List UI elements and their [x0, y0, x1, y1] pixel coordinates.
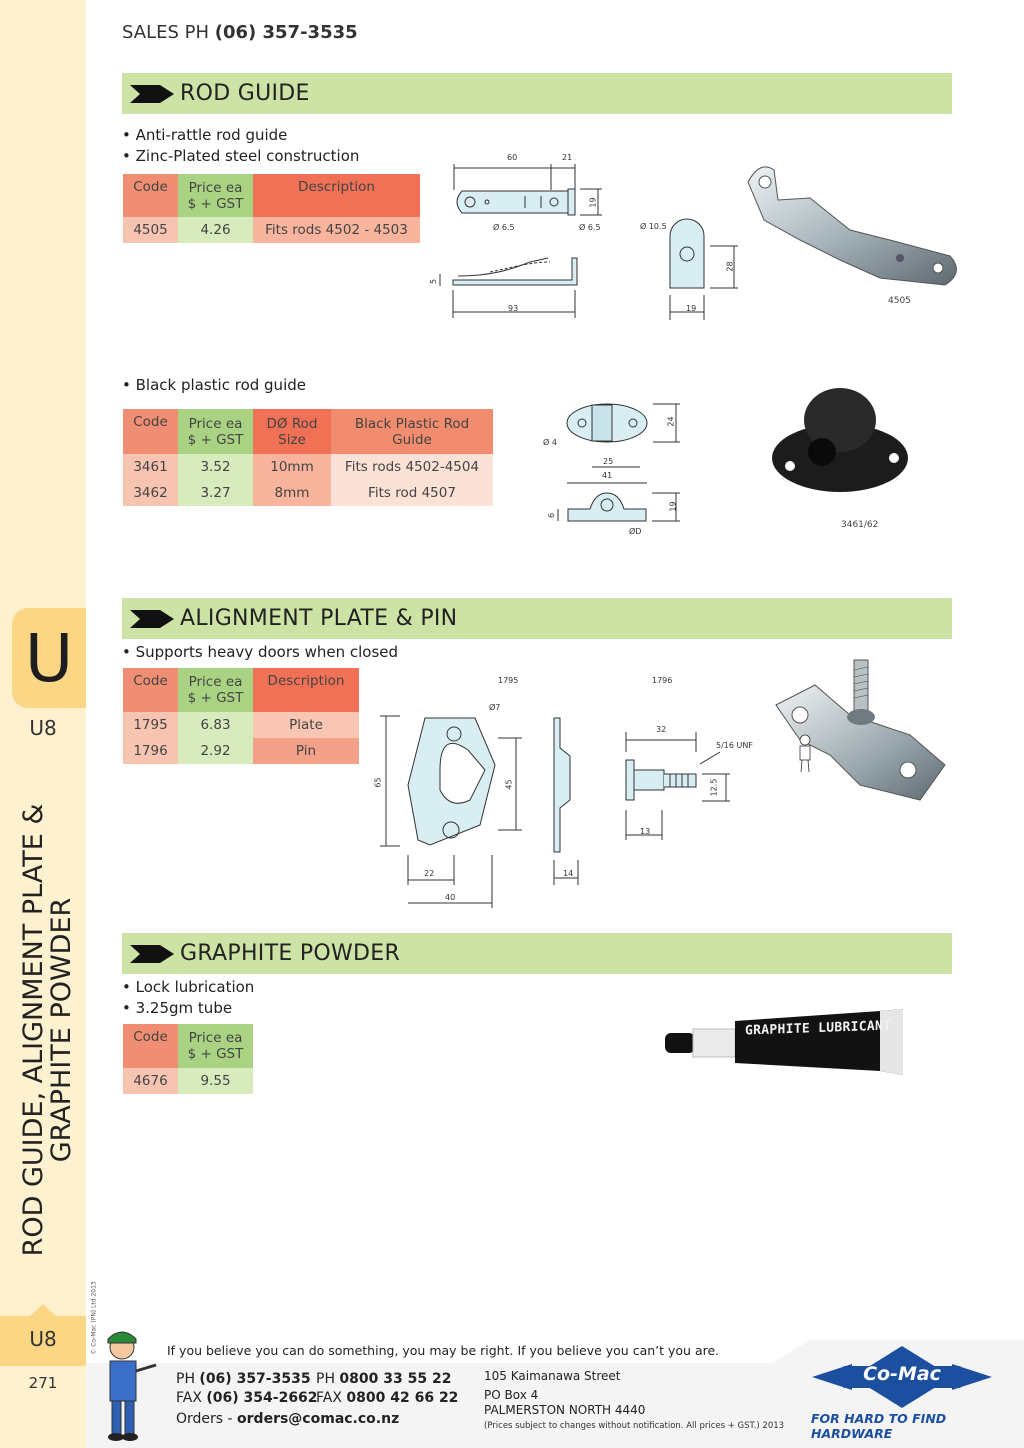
address-line: PALMERSTON NORTH 4440	[484, 1403, 646, 1417]
dim-label: Ø 10.5	[640, 222, 667, 231]
photo-caption: 3461/62	[841, 520, 879, 530]
alignment-photo	[770, 655, 950, 805]
cell-price: 2.92	[178, 738, 253, 764]
section-tab[interactable]	[12, 608, 86, 708]
address-line: PO Box 4	[484, 1388, 539, 1402]
dim-label: 5	[429, 278, 439, 285]
cell-description: Fits rod 4507	[331, 480, 493, 506]
ph-number: (06) 357-3535	[199, 1371, 311, 1387]
dim-label: 22	[424, 869, 435, 878]
tube-label: GRAPHITE LUBRICANT	[745, 1018, 892, 1039]
dim-label: 93	[508, 304, 519, 313]
alignment-header	[122, 598, 952, 639]
bullet-item: • Black plastic rod guide	[122, 375, 306, 396]
alignment-bullets	[122, 642, 398, 663]
header-black-guide: Black Plastic Rod Guide	[331, 409, 493, 454]
vertical-title-line1: ROD GUIDE, ALIGNMENT PLATE &	[18, 803, 49, 1257]
dim-label: 25	[603, 457, 614, 466]
dim-label: Ø7	[489, 703, 501, 712]
cell-size: 8mm	[253, 480, 331, 506]
bullet-item: • Anti-rattle rod guide	[122, 125, 359, 146]
graphite-tube-photo	[665, 1005, 905, 1075]
header-description: Description	[253, 668, 359, 712]
dim-label: 6	[547, 512, 557, 519]
dim-label: 21	[562, 153, 573, 162]
footer-fax	[176, 1390, 318, 1406]
cell-code: 3462	[123, 480, 178, 506]
graphite-header	[122, 933, 952, 974]
header-price: Price ea $ + GST	[178, 409, 253, 454]
arrow-icon	[130, 610, 174, 628]
arrow-icon	[130, 85, 174, 103]
dim-label: 13	[640, 827, 651, 836]
dim-label: 19	[668, 501, 678, 512]
cell-price: 4.26	[178, 217, 253, 243]
cell-description: Plate	[253, 712, 359, 738]
dim-label: Ø 4	[543, 438, 557, 447]
section-code: U8	[29, 716, 57, 740]
dim-label: 24	[666, 416, 676, 427]
orders-email[interactable]: orders@comac.co.nz	[237, 1411, 400, 1427]
fax-label: FAX	[176, 1390, 207, 1406]
section-title: GRAPHITE POWDER	[180, 941, 401, 966]
header-rod-size: DØ Rod Size	[253, 409, 331, 454]
dim-label: 12.5	[709, 778, 719, 797]
arrow-icon	[130, 945, 174, 963]
dim-label: 14	[563, 869, 574, 878]
cell-description: Fits rods 4502 - 4503	[253, 217, 420, 243]
header-code: Code	[123, 409, 178, 454]
section-title: ROD GUIDE	[180, 81, 310, 106]
dim-label: Ø 6.5	[493, 223, 515, 232]
header-price: Price ea $ + GST	[178, 1024, 253, 1068]
sales-label: SALES PH	[122, 22, 215, 43]
address-line: 105 Kaimanawa Street	[484, 1369, 621, 1383]
mascot-icon	[92, 1325, 162, 1445]
sales-phone: (06) 357-3535	[214, 22, 358, 43]
cell-size: 10mm	[253, 454, 331, 480]
ph-label: PH	[176, 1371, 200, 1387]
dim-label: 32	[656, 725, 667, 734]
footer-phone	[176, 1371, 311, 1387]
header-description: Description	[253, 174, 420, 217]
bottom-section-code: U8	[0, 1316, 86, 1366]
cell-code: 3461	[123, 454, 178, 480]
cell-price: 3.27	[178, 480, 253, 506]
fax-number: (06) 354-2662	[206, 1390, 318, 1406]
header-code: Code	[123, 1024, 178, 1068]
dim-label: 19	[686, 304, 697, 313]
graphite-table	[123, 1024, 253, 1094]
logo-text: Co-Mac	[863, 1363, 941, 1385]
cell-description: Pin	[253, 738, 359, 764]
footer-fax-freefax	[316, 1390, 458, 1406]
footer-phone-freephone	[316, 1371, 451, 1387]
footer-orders	[176, 1411, 399, 1427]
dim-label: 1796	[652, 676, 673, 685]
alignment-drawing	[370, 690, 770, 920]
rod-guide-drawing	[430, 150, 750, 330]
footer-quote: If you believe you can do something, you may be right. If you believe you can’t you are.	[167, 1343, 720, 1358]
black-rod-guide-bullets	[122, 375, 306, 396]
ph2-number: 0800 33 55 22	[339, 1371, 452, 1387]
header-code: Code	[123, 668, 178, 712]
section-title: ALIGNMENT PLATE & PIN	[180, 606, 458, 631]
dim-label: 28	[725, 261, 735, 272]
dim-label: 65	[373, 777, 383, 788]
dim-label: 60	[507, 153, 518, 162]
sales-phone-header	[122, 22, 358, 43]
cell-price: 3.52	[178, 454, 253, 480]
dim-label: ØD	[629, 527, 642, 536]
dim-label: 5/16 UNF	[716, 741, 753, 750]
bullet-item: • Zinc-Plated steel construction	[122, 146, 359, 167]
dim-label: 41	[602, 471, 613, 480]
dim-label: 19	[588, 197, 598, 208]
cell-code: 1795	[123, 712, 178, 738]
tagline: FOR HARD TO FIND HARDWARE	[811, 1411, 947, 1441]
header-code: Code	[123, 174, 178, 217]
alignment-table	[123, 668, 359, 764]
cell-price: 9.55	[178, 1068, 253, 1094]
dim-label: 45	[504, 779, 514, 790]
section-letter: U	[24, 620, 74, 697]
bullet-item: • Supports heavy doors when closed	[122, 642, 398, 663]
graphite-bullets	[122, 977, 254, 1019]
rod-guide-table	[123, 174, 420, 243]
dim-label: Ø 6.5	[579, 223, 601, 232]
black-rod-guide-photo	[770, 380, 915, 500]
copyright: © Co-Mac (PN) Ltd 2013	[90, 1281, 98, 1355]
bullet-item: • 3.25gm tube	[122, 998, 254, 1019]
fax2-label: FAX	[316, 1390, 347, 1406]
photo-caption: 4505	[888, 296, 911, 306]
cell-code: 1796	[123, 738, 178, 764]
rod-guide-bullets	[122, 125, 359, 167]
cell-price: 6.83	[178, 712, 253, 738]
fax2-number: 0800 42 66 22	[346, 1390, 459, 1406]
dim-label: 40	[445, 893, 456, 902]
ph2-label: PH	[316, 1371, 340, 1387]
rod-guide-photo	[740, 160, 970, 295]
vertical-title-line2: GRAPHITE POWDER	[46, 897, 77, 1163]
page-number: 271	[28, 1374, 58, 1392]
header-price: Price ea $ + GST	[178, 174, 253, 217]
header-price: Price ea $ + GST	[178, 668, 253, 712]
dim-label: 1795	[498, 676, 519, 685]
cell-code: 4505	[123, 217, 178, 243]
price-note: (Prices subject to changes without notification. All prices + GST.) 2013	[484, 1421, 785, 1431]
orders-label: Orders -	[176, 1411, 238, 1427]
bullet-item: • Lock lubrication	[122, 977, 254, 998]
black-rod-guide-table	[123, 409, 493, 506]
graphite-tube-shape	[665, 1005, 905, 1075]
cell-code: 4676	[123, 1068, 178, 1094]
rod-guide-header	[122, 73, 952, 114]
cell-description: Fits rods 4502-4504	[331, 454, 493, 480]
vertical-section-title	[20, 804, 76, 1257]
